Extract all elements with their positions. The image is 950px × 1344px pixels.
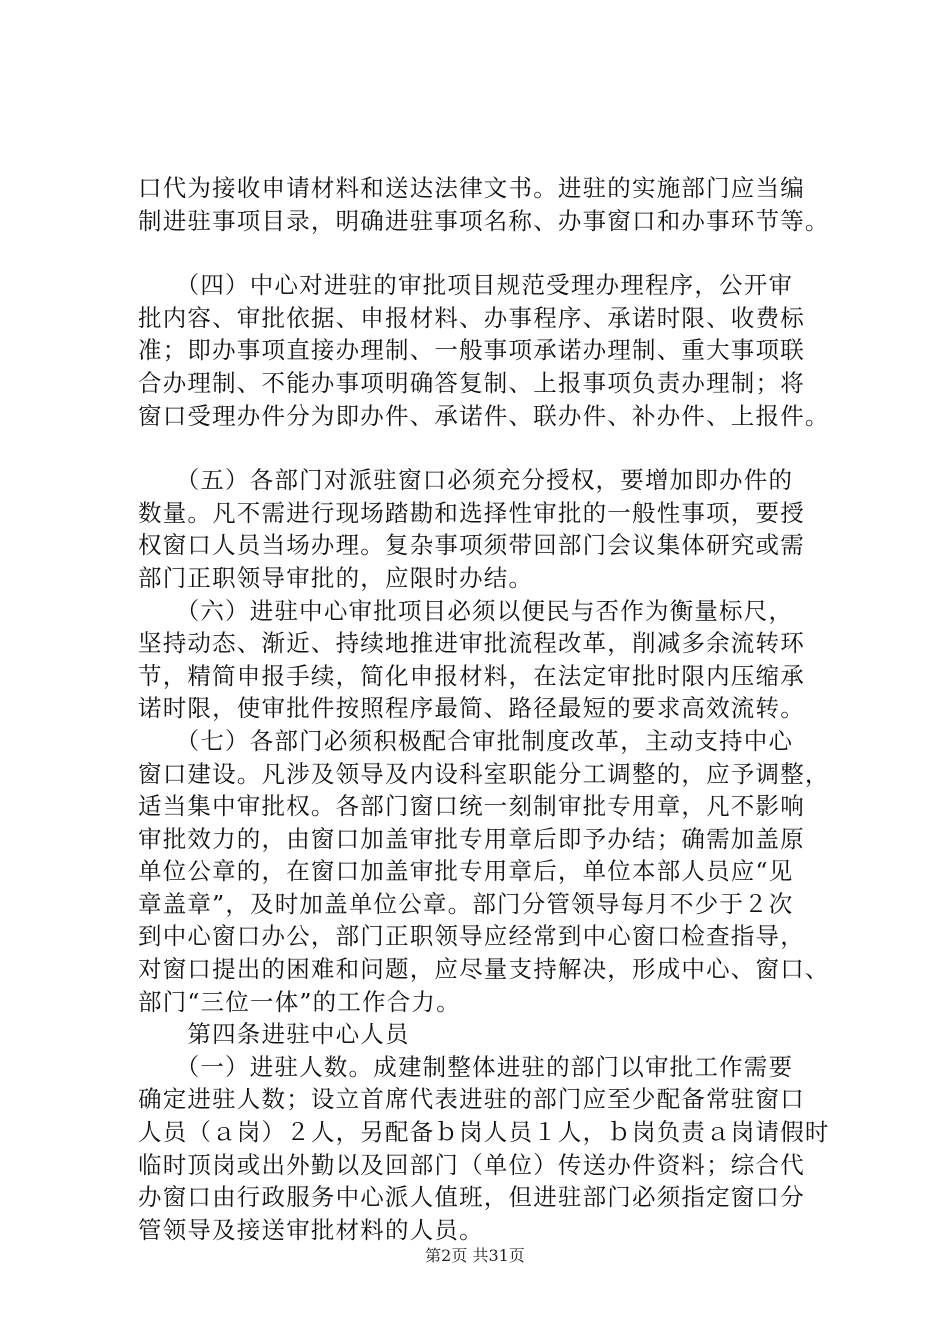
- article-4-heading: 第四条进驻中心人员: [138, 1020, 410, 1049]
- paragraph-item-7: （七）各部门必须积极配合审批制度改革，主动支持中心 窗口建设。凡涉及领导及内设科室职能分工调整的，应予调整， 适当集中审批权。各部门窗口统一刻制审批专用章，凡不影响 审批效力的，由窗口加盖审批专用章后即予办结；确需加盖原 单位公章的，在窗口加盖审批专用章后，单位本部人员应“见 章盖章”，及时加盖单位公章。部门分管领导每月不少于２次 到中心窗口办公，部门正职领导应经常到中心窗口检查指导， 对窗口提出的困难和问题，应尽量支持解决，形成中心、窗口、 部门“三位一体”的工作合力。: [138, 726, 830, 1016]
- paragraph-continuation: 口代为接收申请材料和送达法律文书。进驻的实施部门应当编 制进驻事项目录，明确进驻事项名称、办事窗口和办事环节等。: [138, 174, 830, 235]
- paragraph-item-6: （六）进驻中心审批项目必须以便民与否作为衡量标尺， 坚持动态、渐近、持续地推进审批流程改革，削减多余流转环 节，精简申报手续，简化申报材料，在法定审批时限内压缩承 诺时限，使审批件按照程序最简、路径最短的要求高效流转。: [138, 596, 805, 723]
- page-number-footer: 第2页 共31页: [425, 1246, 525, 1265]
- paragraph-item-5: （五）各部门对派驻窗口必须充分授权，要增加即办件的 数量。凡不需进行现场踏勘和选择性审批的一般性事项，要授 权窗口人员当场办理。复杂事项须带回部门会议集体研究或需 部门正职领导审批的，应限时办结。: [138, 466, 805, 592]
- paragraph-item-4: （四）中心对进驻的审批项目规范受理办理程序，公开审 批内容、审批依据、申报材料、办事程序、承诺时限、收费标 准；即办事项直接办理制、一般事项承诺办理制、重大事项联 合办理制、不能办事项明确答复制、上报事项负责办理制；将 窗口受理办件分为即办件、承诺件、联办件、补办件、上报件。: [138, 271, 830, 430]
- paragraph-article-4-item-1: （一）进驻人数。成建制整体进驻的部门以审批工作需要 确定进驻人数；设立首席代表进驻的部门应至少配备常驻窗口 人员（ａ岗）２人，另配备ｂ岗人员１人，ｂ岗负责ａ岗请假时 临时顶岗或出外勤以及回部门（单位）传送办件资料；综合代 办窗口由行政服务中心派人值班，但进驻部门必须指定窗口分 管领导及接送审批材料的人员。: [138, 1052, 830, 1244]
- document-body: [138, 172, 854, 1246]
